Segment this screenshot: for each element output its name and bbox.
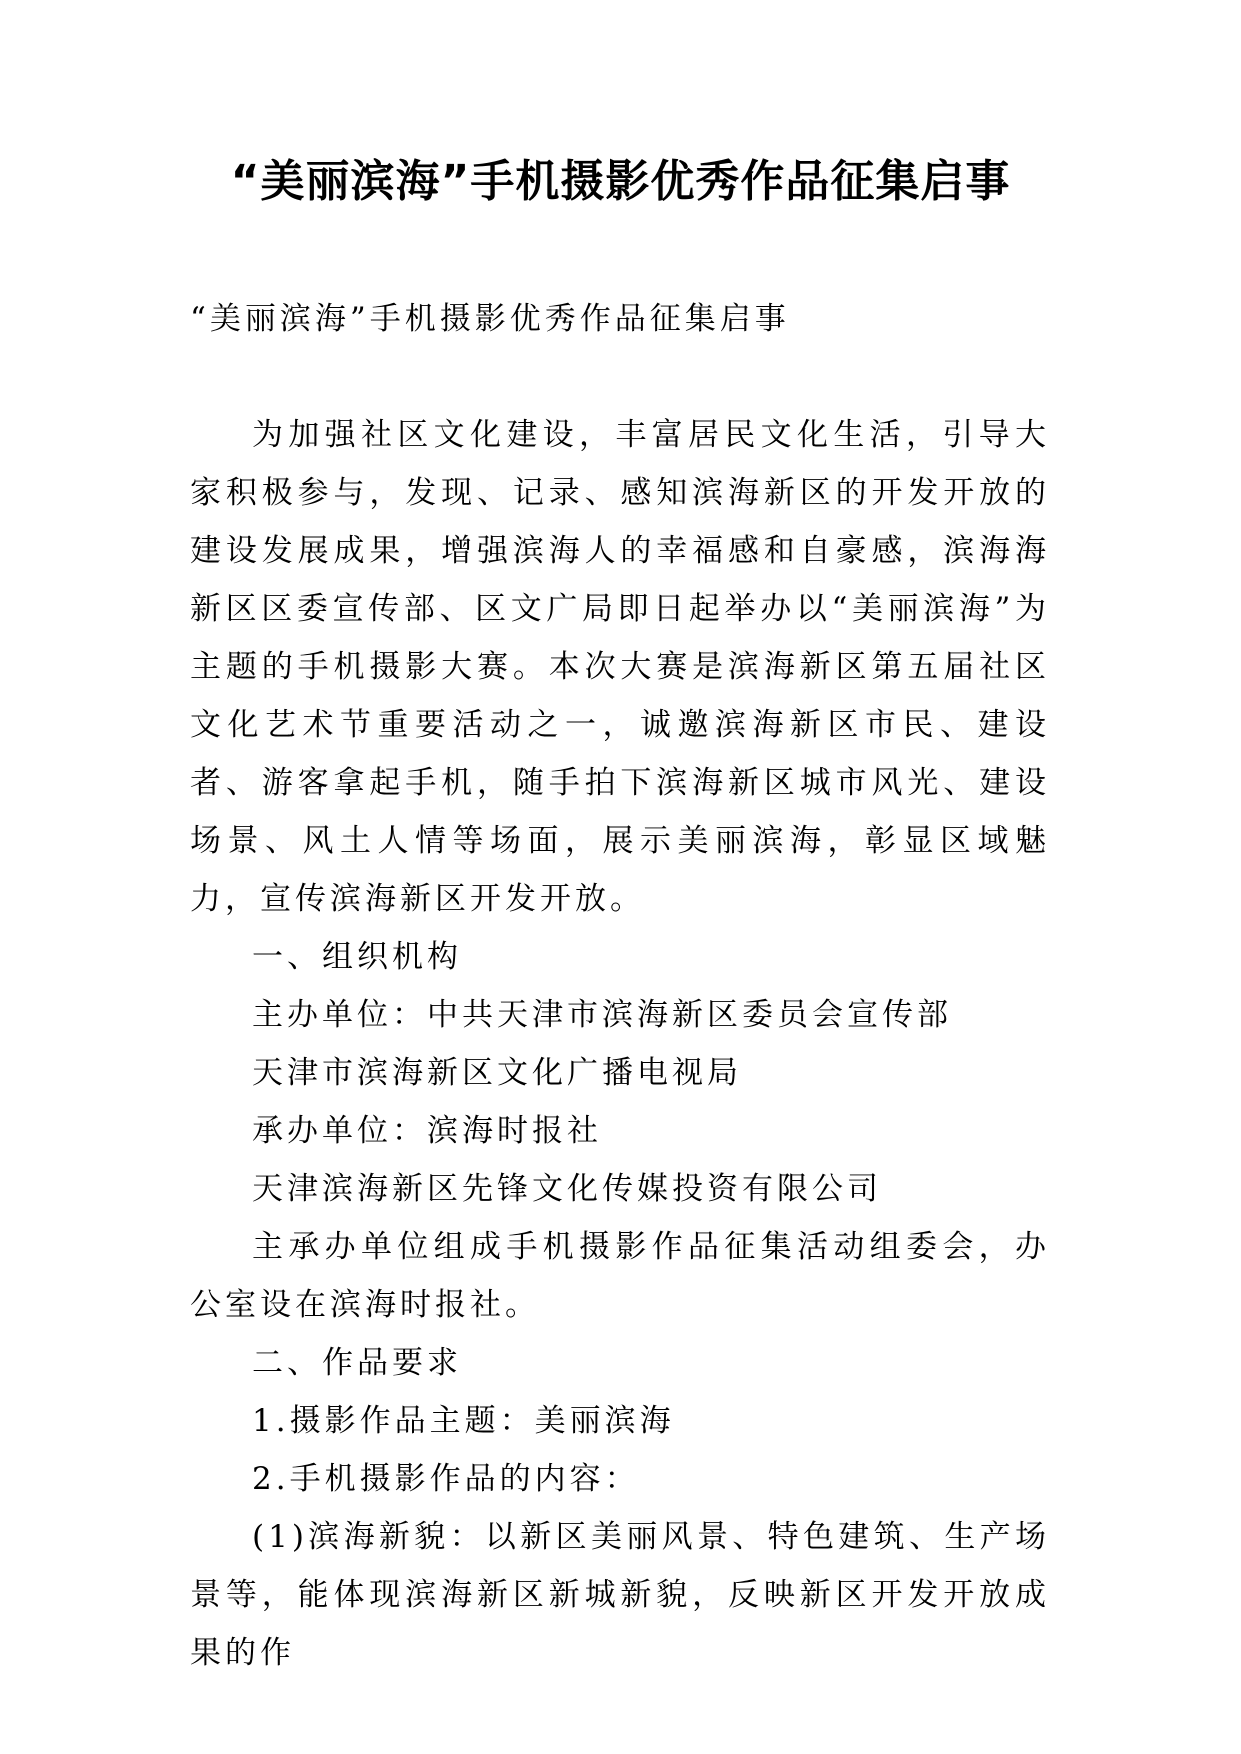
requirement-content-item-1: (1)滨海新貌：以新区美丽风景、特色建筑、生产场景等，能体现滨海新区新城新貌，反映新区开发开放成果的作 xyxy=(190,1519,1050,1671)
document-title: “美丽滨海”手机摄影优秀作品征集启事 xyxy=(230,156,1011,207)
organizer-unit-line-2: 天津滨海新区先锋文化传媒投资有限公司 xyxy=(252,1171,882,1207)
host-unit-line-2: 天津市滨海新区文化广播电视局 xyxy=(252,1055,742,1091)
document-body xyxy=(190,290,1050,1682)
committee-paragraph: 主承办单位组成手机摄影作品征集活动组委会，办公室设在滨海时报社。 xyxy=(190,1229,1050,1323)
organizer-unit-line: 承办单位：滨海时报社 xyxy=(252,1113,602,1149)
requirement-content: 2.手机摄影作品的内容： xyxy=(252,1461,640,1497)
intro-paragraph: 为加强社区文化建设，丰富居民文化生活，引导大家积极参与，发现、记录、感知滨海新区的开发开放的建设发展成果，增强滨海人的幸福感和自豪感，滨海海新区区委宣传部、区文广局即日起举办以“美丽滨海”为主题的手机摄影大赛。本次大赛是滨海新区第五届社区文化艺术节重要活动之一，诚邀滨海新区市民、建设者、游客拿起手机，随手拍下滨海新区城市风光、建设场景、风土人情等场面，展示美丽滨海，彰显区域魅力，宣传滨海新区开发开放。 xyxy=(190,417,1050,917)
document-subtitle: “美丽滨海”手机摄影优秀作品征集启事 xyxy=(190,301,790,337)
section-heading-organization: 一、组织机构 xyxy=(252,939,462,975)
host-unit-line: 主办单位：中共天津市滨海新区委员会宣传部 xyxy=(252,997,952,1033)
section-heading-requirements: 二、作品要求 xyxy=(252,1345,462,1381)
requirement-theme: 1.摄影作品主题：美丽滨海 xyxy=(252,1403,675,1439)
